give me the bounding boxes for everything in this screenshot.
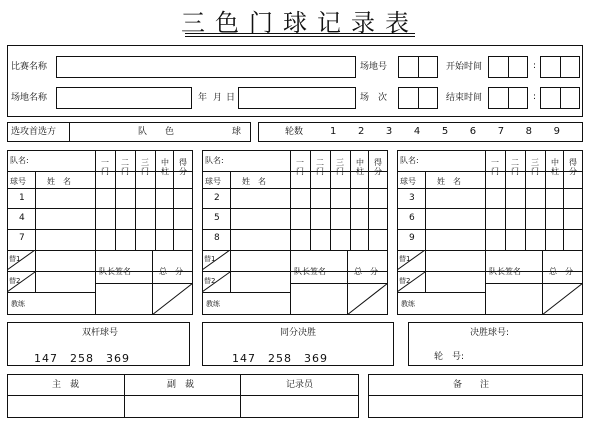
- slash-line: [7, 272, 35, 292]
- row-divider: [397, 188, 583, 189]
- player-name-label: 姓 名: [242, 177, 266, 186]
- ball-number: 4: [19, 213, 25, 223]
- pole-header: 中柱: [551, 158, 559, 176]
- captain-sign-label: 队长签名: [99, 267, 131, 276]
- sub-1-label: 替1: [9, 255, 21, 263]
- column-divider: [485, 150, 486, 250]
- ball-no-label: 球号: [205, 177, 221, 186]
- column-divider: [563, 150, 564, 250]
- gate-2-header: 二门: [316, 158, 324, 176]
- gate-3-header: 三门: [531, 158, 539, 176]
- tie-break-label: 同分决胜: [280, 328, 317, 338]
- column-divider: [350, 150, 351, 250]
- day-label: 日: [226, 93, 236, 103]
- session-label: 场 次: [360, 93, 388, 103]
- sub-1-label: 替1: [399, 255, 411, 263]
- round-number[interactable]: 9: [553, 126, 560, 137]
- round-number[interactable]: 6: [469, 126, 477, 137]
- captain-sign-label: 队长签名: [294, 267, 326, 276]
- slash-line: [347, 283, 388, 315]
- column-divider: [95, 150, 96, 250]
- team-color-label: 队 色: [138, 127, 175, 137]
- column-divider: [330, 150, 331, 250]
- start-time-label: 开始时间: [446, 62, 483, 72]
- officials-divider-2: [240, 374, 241, 418]
- ball-no-divider: [425, 171, 426, 250]
- coach-label: 教练: [401, 300, 415, 308]
- slash-line: [152, 283, 193, 315]
- match-name-label: 比赛名称: [11, 62, 48, 72]
- round-number[interactable]: 3: [385, 126, 393, 137]
- column-divider: [368, 150, 369, 250]
- court-no-label: 场地号: [360, 62, 388, 72]
- round-number[interactable]: 2: [357, 126, 365, 137]
- gate-1-header: 一门: [491, 158, 499, 176]
- ball-number: 3: [409, 193, 415, 203]
- column-divider: [290, 150, 291, 250]
- row-divider: [7, 229, 193, 230]
- ball-number: 6: [409, 213, 415, 223]
- recorder-label: 记录员: [286, 380, 314, 390]
- round-no-label: 轮 号:: [434, 352, 465, 362]
- score-header: 得分: [374, 158, 382, 176]
- total-label: 总 分: [549, 267, 573, 276]
- sub-2-label: 替2: [204, 277, 216, 285]
- slash-line: [7, 250, 35, 270]
- row-divider: [202, 188, 388, 189]
- row-divider: [397, 208, 583, 209]
- ball-no-divider: [230, 171, 231, 250]
- captain-sign-label: 队长签名: [489, 267, 521, 276]
- round-number[interactable]: 8: [525, 126, 533, 137]
- column-divider: [115, 150, 116, 250]
- pole-header: 中柱: [161, 158, 169, 176]
- year-label: 年: [198, 93, 208, 103]
- ball-number: 7: [19, 233, 25, 243]
- score-header: 得分: [569, 158, 577, 176]
- ball-number: 2: [214, 193, 220, 203]
- sub-1-label: 替1: [204, 255, 216, 263]
- rounds-label: 轮数: [285, 127, 304, 137]
- tie-break-numbers[interactable]: 147 258 369: [232, 352, 328, 365]
- column-divider: [545, 150, 546, 250]
- sub-2-label: 替2: [9, 277, 21, 285]
- slash-marks: [397, 250, 583, 315]
- slash-line: [202, 272, 230, 292]
- round-number[interactable]: 5: [441, 126, 449, 137]
- team-name-label: 队名:: [10, 156, 29, 165]
- remarks-row-divider: [368, 395, 583, 396]
- ball-number: 8: [214, 233, 220, 243]
- vice-judge-label: 副 裁: [167, 380, 195, 390]
- slash-line: [397, 250, 425, 270]
- slash-line: [397, 272, 425, 292]
- row-divider: [202, 229, 388, 230]
- ball-no-label: 球号: [10, 177, 26, 186]
- coach-label: 教练: [11, 300, 25, 308]
- ball-label: 球: [232, 127, 242, 137]
- gate-1-header: 一门: [101, 158, 109, 176]
- ball-no-divider: [35, 171, 36, 250]
- total-label: 总 分: [159, 267, 183, 276]
- pole-header: 中柱: [356, 158, 364, 176]
- row-divider: [397, 229, 583, 230]
- gate-1-header: 一门: [296, 158, 304, 176]
- player-name-label: 姓 名: [437, 177, 461, 186]
- column-divider: [155, 150, 156, 250]
- player-name-label: 姓 名: [47, 177, 71, 186]
- end-time-label: 结束时间: [446, 93, 483, 103]
- total-label: 总 分: [354, 267, 378, 276]
- ball-number: 1: [19, 193, 25, 203]
- slash-line: [542, 283, 583, 315]
- decider-ball-label: 决胜球号:: [470, 328, 510, 338]
- ball-number: 5: [214, 213, 220, 223]
- row-divider: [202, 208, 388, 209]
- round-number[interactable]: 4: [413, 126, 421, 137]
- gate-2-header: 二门: [511, 158, 519, 176]
- start-colon: :: [533, 61, 537, 71]
- coach-label: 教练: [206, 300, 220, 308]
- chief-judge-label: 主 裁: [52, 380, 80, 390]
- team-name-label: 队名:: [205, 156, 224, 165]
- column-divider: [135, 150, 136, 250]
- first-pick-label: 选攻首选方: [11, 127, 57, 137]
- gate-2-header: 二门: [121, 158, 129, 176]
- venue-name-label: 场地名称: [11, 93, 48, 103]
- row-divider: [7, 188, 193, 189]
- end-colon: :: [533, 92, 537, 102]
- gate-3-header: 三门: [141, 158, 149, 176]
- round-number[interactable]: 1: [330, 126, 337, 137]
- double-ball-numbers[interactable]: 147 258 369: [34, 352, 130, 365]
- column-divider: [525, 150, 526, 250]
- slash-marks: [202, 250, 388, 315]
- sub-2-label: 替2: [399, 277, 411, 285]
- column-divider: [505, 150, 506, 250]
- team-name-label: 队名:: [400, 156, 419, 165]
- column-divider: [310, 150, 311, 250]
- remarks-label: 备 注: [453, 380, 490, 390]
- column-divider: [173, 150, 174, 250]
- slash-marks: [7, 250, 193, 315]
- double-ball-label: 双杆球号: [82, 328, 119, 338]
- row-divider: [7, 208, 193, 209]
- page-title: 三色门球记录表: [181, 9, 419, 37]
- month-label: 月: [213, 93, 223, 103]
- gate-3-header: 三门: [336, 158, 344, 176]
- ball-number: 9: [409, 233, 415, 243]
- round-number[interactable]: 7: [497, 126, 505, 137]
- ball-no-label: 球号: [400, 177, 416, 186]
- officials-row-divider: [7, 395, 359, 396]
- slash-line: [202, 250, 230, 270]
- score-header: 得分: [179, 158, 187, 176]
- officials-divider-1: [124, 374, 125, 418]
